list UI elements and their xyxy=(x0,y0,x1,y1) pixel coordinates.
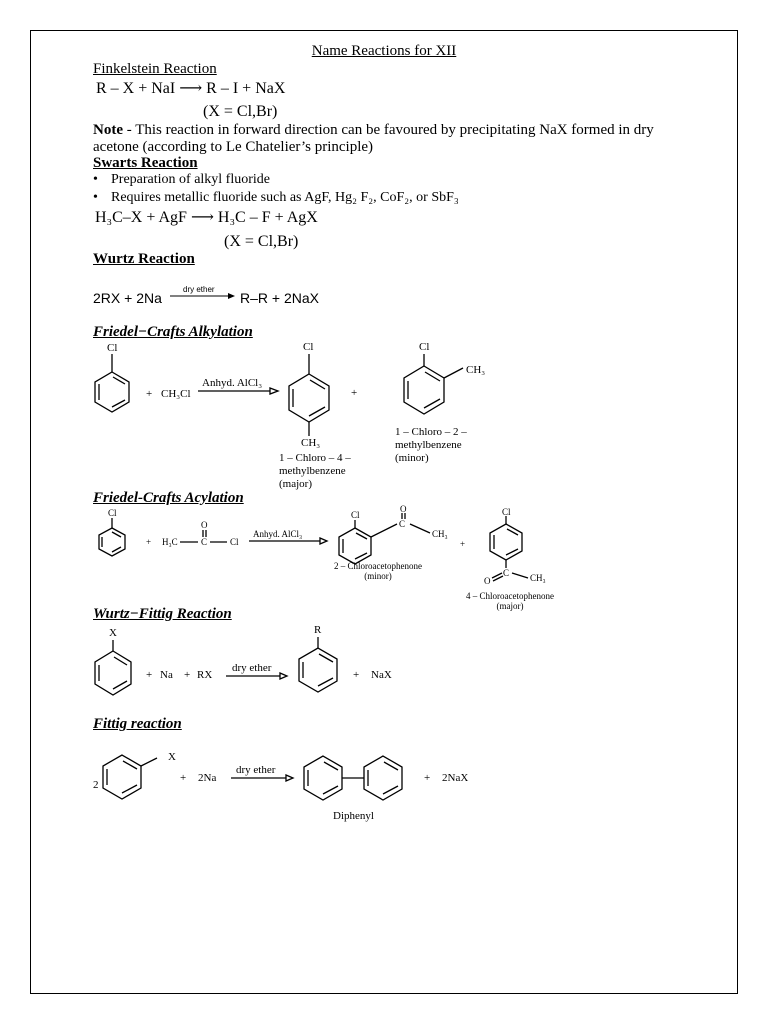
wurtz-heading: Wurtz Reaction xyxy=(93,251,195,267)
fc-acyl-p1-c: C xyxy=(399,519,406,529)
finkelstein-condition: (X = Cl,Br) xyxy=(203,103,278,120)
fc-alk-p1-top: Cl xyxy=(303,341,314,353)
finkelstein-equation: R – X + NaI ⟶ R – I + NaX xyxy=(96,80,286,97)
fc-acyl-p2-o: O xyxy=(484,576,491,586)
plus-sign: + xyxy=(351,387,358,399)
plus-sign: + xyxy=(424,772,431,784)
page-title: Name Reactions for XII xyxy=(311,43,457,59)
swarts-condition: (X = Cl,Br) xyxy=(224,233,299,250)
list-item: • Preparation of alkyl fluoride xyxy=(93,172,459,190)
wurtz-products: R–R + 2NaX xyxy=(240,290,319,306)
note-label: Note xyxy=(93,122,123,138)
fc-acyl-p1-caption: 2 – Chloroacetophenone (minor) xyxy=(334,561,422,581)
plus-sign: + xyxy=(353,669,360,681)
plus-sign: + xyxy=(146,669,153,681)
wf-reagent2: RX xyxy=(197,669,213,681)
wf-byproduct: NaX xyxy=(371,669,392,681)
wurtz-arrow-label: dry ether xyxy=(183,285,215,294)
fc-acylation-heading: Friedel-Crafts Acylation xyxy=(93,490,244,506)
fc-acyl-p1-sub: Cl xyxy=(351,510,360,520)
plus-sign: + xyxy=(184,669,191,681)
swarts-heading: Swarts Reaction xyxy=(93,155,198,171)
fittig-arrow-label: dry ether xyxy=(236,764,276,776)
fittig-coef: 2 xyxy=(93,779,99,791)
fc-acyl-p1-o: O xyxy=(400,504,407,514)
fittig-reactant-sub: X xyxy=(168,751,176,763)
fc-acyl-p2-sub: Cl xyxy=(502,507,511,517)
fc-acyl-reactant-sub: Cl xyxy=(108,508,117,518)
fc-alk-p2-side: CH₃ xyxy=(466,364,486,376)
benzene-ring xyxy=(364,756,402,800)
fc-alk-reagent: CH₃Cl xyxy=(161,388,191,400)
fc-alk-arrow-label: Anhyd. AlCl₃ xyxy=(202,377,263,389)
fc-acyl-reagent-h3c: H₃C xyxy=(162,537,178,547)
benzene-ring xyxy=(103,755,157,799)
fc-acyl-p2-caption: 4 – Chloroacetophenone (major) xyxy=(466,591,554,611)
fc-alk-p2-caption: 1 – Chloro – 2 – methylbenzene (minor) xyxy=(395,426,467,464)
note-text: - This reaction in forward direction can be favoured by precipitating NaX formed in dry acetone (according to Le Chatelier’s principle) xyxy=(93,122,654,155)
fc-acyl-reagent-c: C xyxy=(201,537,208,547)
fc-alk-p2-top: Cl xyxy=(419,341,430,353)
fc-acyl-arrow-label: Anhyd. AlCl₃ xyxy=(253,529,303,539)
benzene-ring xyxy=(304,756,342,800)
wf-product-sub: R xyxy=(314,624,322,636)
swarts-equation: H₃C–X + AgF ⟶ H₃C – F + AgX xyxy=(95,209,318,226)
fc-acyl-reagent-o: O xyxy=(201,520,208,530)
wurtz-reactants: 2RX + 2Na xyxy=(93,290,162,306)
wurtz-fittig-heading: Wurtz−Fittig Reaction xyxy=(93,606,232,622)
plus-sign: + xyxy=(460,539,466,549)
fc-alk-p1-bottom: CH₃ xyxy=(301,437,321,449)
list-item: • Requires metallic fluoride such as AgF, Hg₂ F₂, CoF₂, or SbF₃ xyxy=(93,190,459,208)
wf-arrow-label: dry ether xyxy=(232,662,272,674)
plus-sign: + xyxy=(146,537,152,547)
wf-reactant-sub: X xyxy=(109,627,117,639)
plus-sign: + xyxy=(180,772,187,784)
fc-acyl-p2-c: C xyxy=(503,568,510,578)
fittig-heading: Fittig reaction xyxy=(93,716,182,732)
fittig-byproduct: 2NaX xyxy=(442,772,469,784)
fc-alkylation-heading: Friedel−Crafts Alkylation xyxy=(93,324,253,340)
fc-acyl-reagent-cl: Cl xyxy=(230,537,239,547)
fc-acyl-p1-ch3: CH₃ xyxy=(432,529,448,539)
wf-reagent1: Na xyxy=(160,669,173,681)
fc-alk-p1-caption: 1 – Chloro – 4 – methylbenzene (major) xyxy=(279,452,351,490)
fc-alk-reactant-sub: Cl xyxy=(107,342,118,354)
fc-acyl-p2-ch3: CH₃ xyxy=(530,573,546,583)
plus-sign: + xyxy=(146,388,153,400)
finkelstein-heading: Finkelstein Reaction xyxy=(93,61,217,77)
fittig-product-name: Diphenyl xyxy=(333,810,374,822)
fittig-reagent: 2Na xyxy=(198,772,217,784)
